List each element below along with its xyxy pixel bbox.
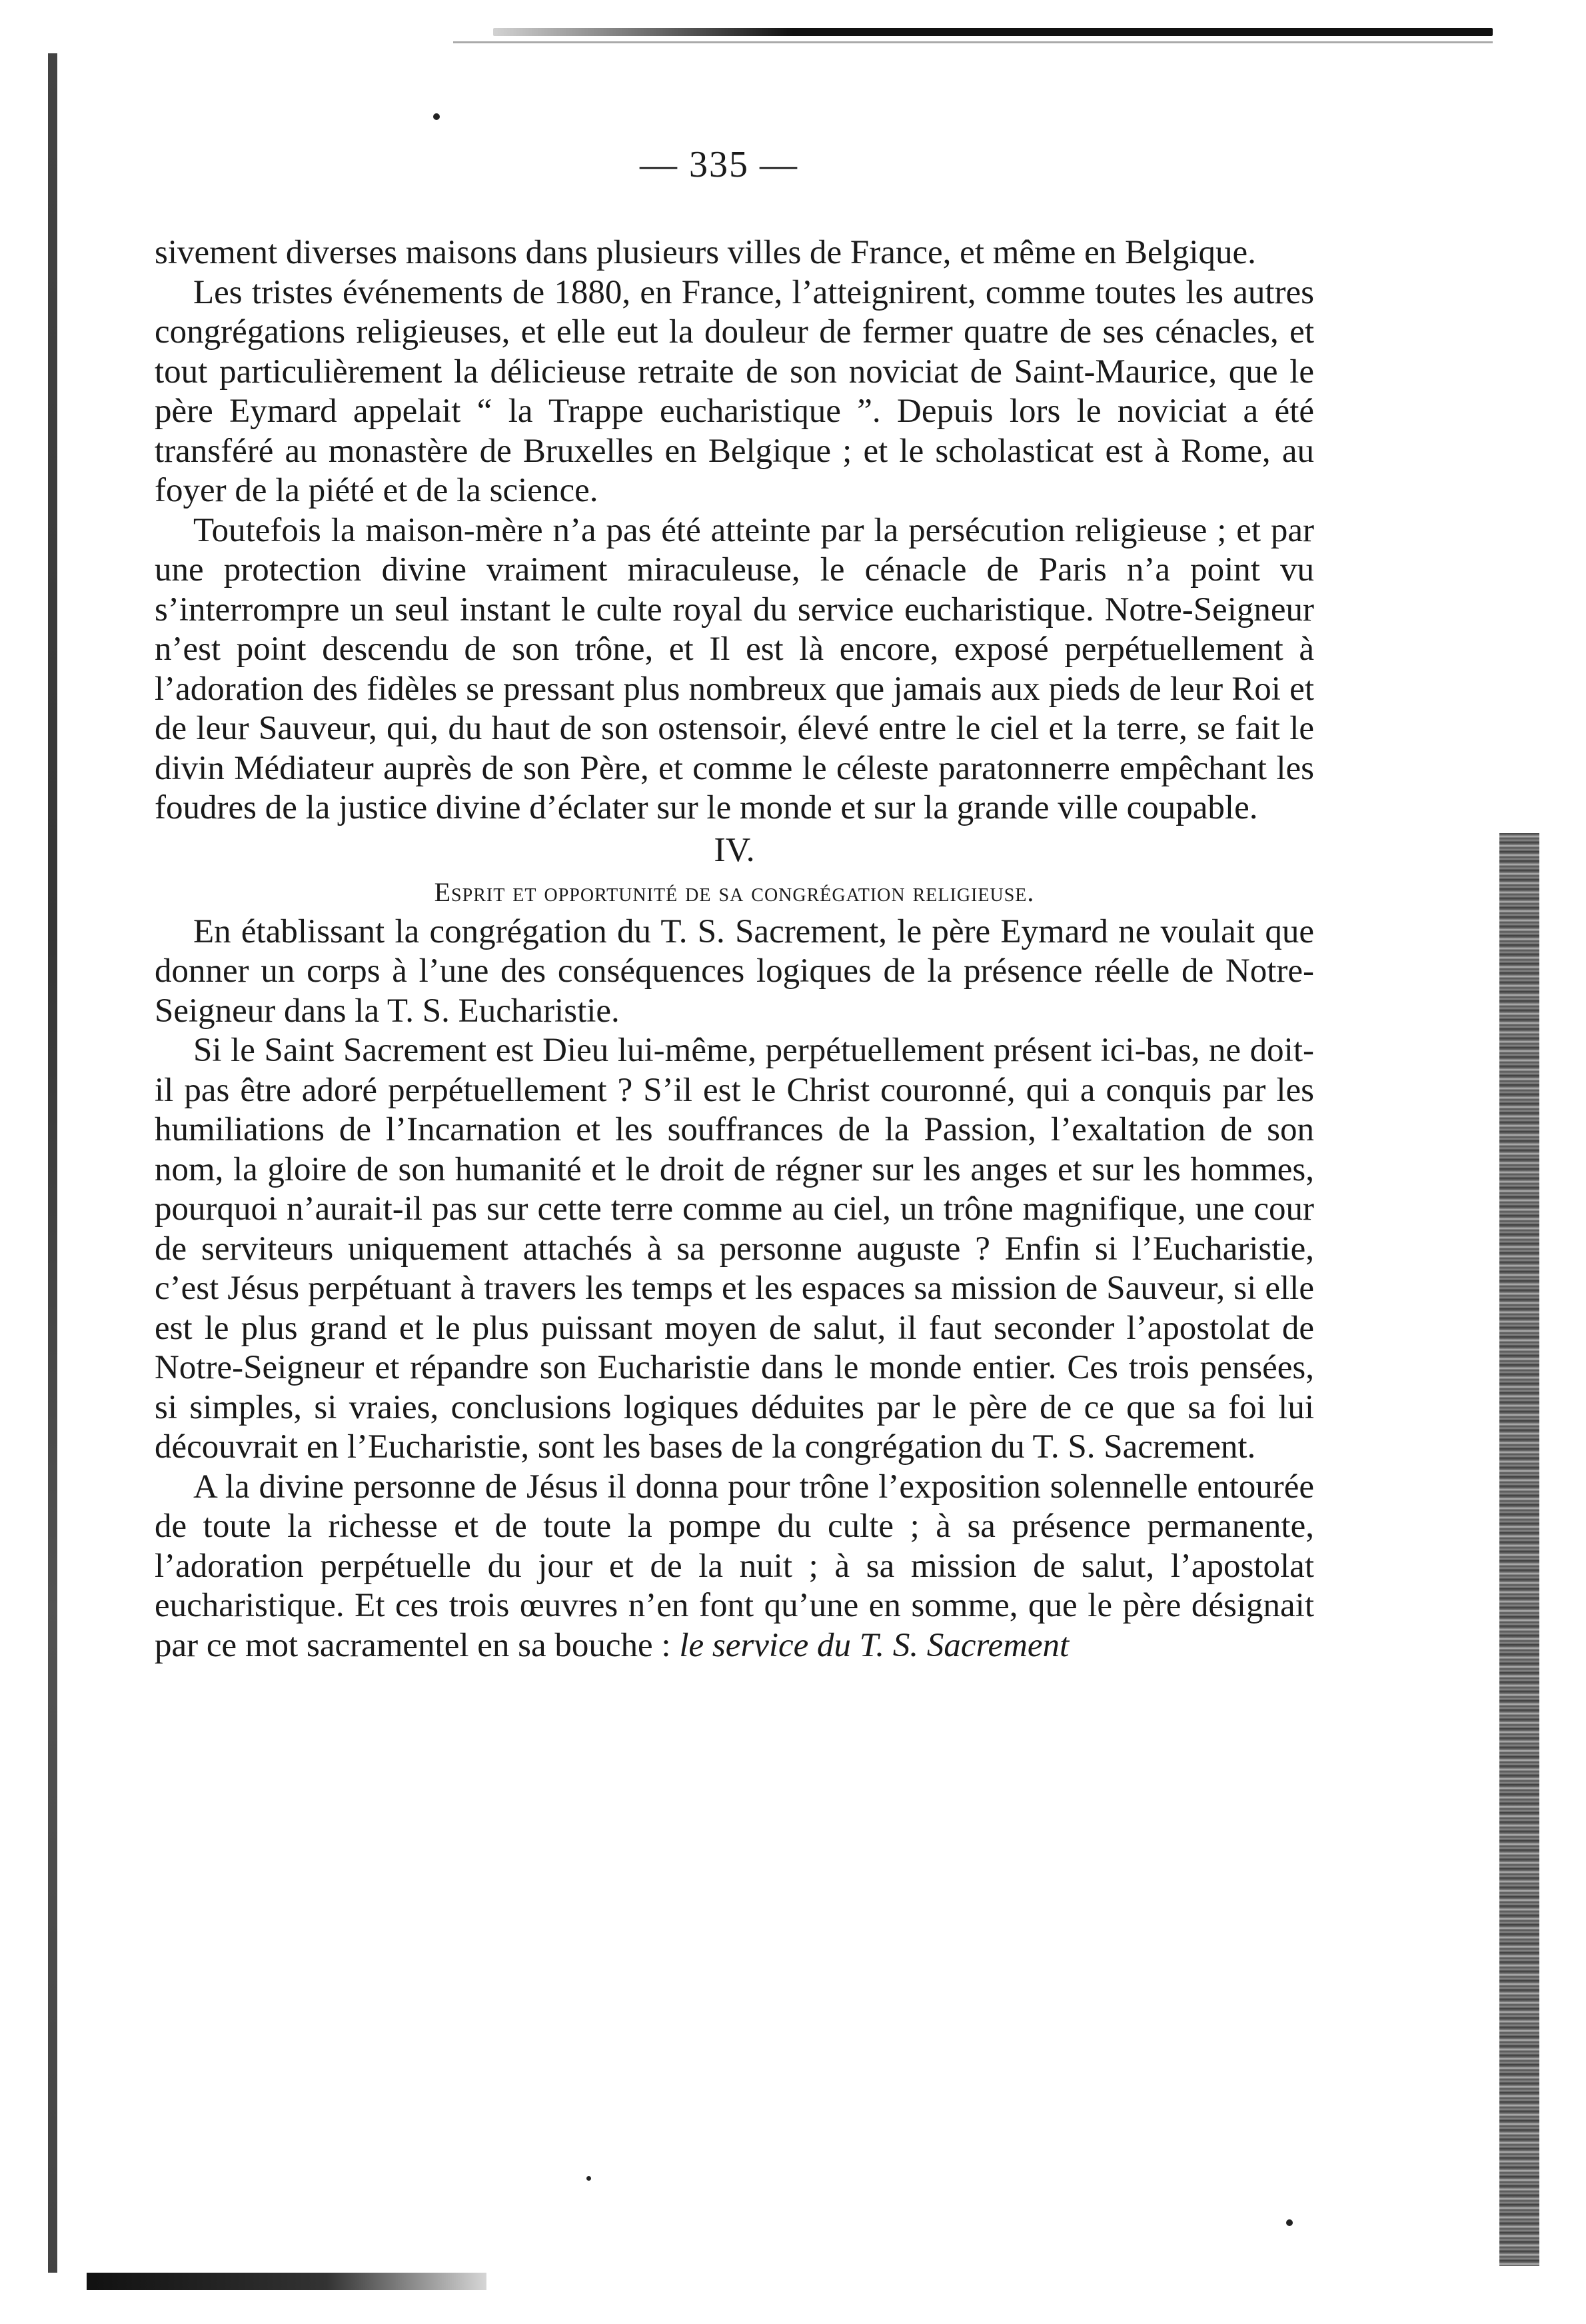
- scan-top-rule: [493, 28, 1493, 36]
- scan-left-edge: [48, 53, 57, 2273]
- italic-phrase: le service du T. S. Sacrement: [679, 1626, 1070, 1664]
- paragraph: sivement diverses maisons dans plusieurs villes de France, et même en Belgique.: [155, 234, 1256, 271]
- paragraph: Les tristes événements de 1880, en France, l’atteignirent, comme toutes les autres congrégations religieuses, et elle eut la douleur de fermer quatre de ses cénacles, et tout particulièrement la délicieuse retraite de son noviciat de Saint-Maurice, que le père Eymard appelait “ la Trappe eucharistique ”. Depuis lors le noviciat a été transféré au monastère de Bruxelles en Belgique ; et le scholasticat est à Rome, au foyer de la piété et de la science.: [155, 273, 1314, 509]
- scan-top-thin-rule: [453, 41, 1493, 43]
- page-body: [155, 233, 1314, 1666]
- section-title: Esprit et opportunité de sa congrégation religieuse.: [434, 876, 1035, 907]
- section-number: IV.: [714, 830, 755, 869]
- paragraph: [155, 1468, 1314, 1666]
- paragraph: En établissant la congrégation du T. S. Sacrement, le père Eymard ne voulait que donner un corps à l’une des conséquences logiques de la présence réelle de Notre-Seigneur dans la T. S. Eucharistie.: [155, 912, 1314, 1030]
- scan-bottom-bar: [87, 2273, 486, 2290]
- paragraph-text: A la divine personne de Jésus il donna pour trône l’exposition solennelle entourée de toute la richesse et de toute la pompe du culte ; à sa présence permanente, l’adoration perpétuelle du jour et de la nuit ; à sa mission de salut, l’apostolat eucharistique. Et ces trois œuvres n’en font qu’une en somme, que le père désignait par ce mot sacramentel en sa bouche :: [155, 1468, 1314, 1664]
- page-number: — 335 —: [640, 144, 798, 185]
- scan-speck: [586, 2176, 591, 2181]
- paragraph: Toutefois la maison-mère n’a pas été atteinte par la persécution religieuse ; et par une protection divine vraiment miraculeuse, le cénacle de Paris n’a point vu s’interrompre un seul instant le culte royal du service eucharistique. Notre-Seigneur n’est point descendu de son trône, et Il est là encore, exposé perpétuellement à l’adoration des fidèles se pressant plus nombreux que jamais aux pieds de leur Roi et de leur Sauveur, qui, du haut de son ostensoir, élevé entre le ciel et la terre, se fait le divin Médiateur auprès de son Père, et comme le céleste paratonnerre empêchant les foudres de la justice divine d’éclater sur le monde et sur la grande ville coupable.: [155, 511, 1314, 826]
- scan-speck: [433, 113, 440, 120]
- paragraph: Si le Saint Sacrement est Dieu lui-même, perpétuellement présent ici-bas, ne doit-il pas être adoré perpétuellement ? S’il est le Christ couronné, qui a conquis par les humiliations de l’Incarnation et les souffrances de la Passion, l’exaltation de son nom, la gloire de son humanité et le droit de régner sur les anges et sur les hommes, pourquoi n’aurait-il pas sur cette terre comme au ciel, un trône magnifique, une cour de serviteurs uniquement attachés à sa personne auguste ? Enfin si l’Eucharistie, c’est Jésus perpétuant à travers les temps et les espaces sa mission de Sauveur, si elle est le plus grand et le plus puissant moyen de salut, il faut seconder l’apostolat de Notre-Seigneur et répandre son Eucharistie dans le monde entier. Ces trois pensées, si simples, si vraies, conclusions logiques déduites par le père de ce que sa foi lui découvrait en l’Eucharistie, sont les bases de la congrégation du T. S. Sacrement.: [155, 1032, 1314, 1466]
- scan-right-edge: [1499, 833, 1539, 2266]
- scan-speck: [1286, 2219, 1293, 2226]
